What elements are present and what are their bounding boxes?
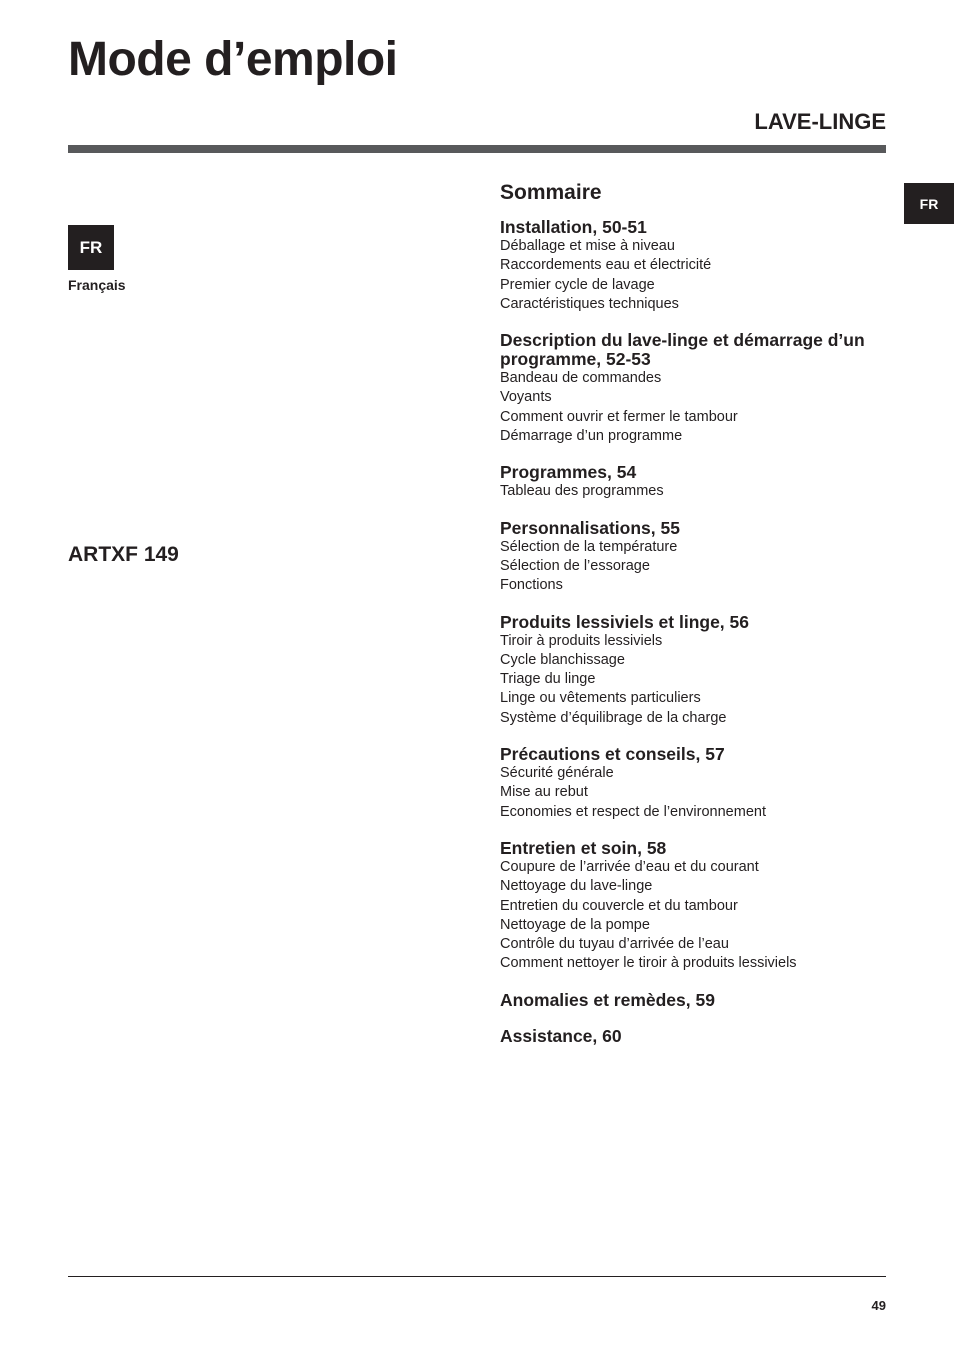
toc-section [500,519,890,596]
toc-section-heading: Précautions et conseils, 57 [500,744,725,765]
toc-item: Tiroir à produits lessiviels [500,632,663,649]
toc-section [500,463,890,501]
toc-section [500,1027,890,1046]
page-number: 49 [871,1298,886,1313]
language-side-tab: FR [904,183,954,224]
toc-item: Sécurité générale [500,765,614,782]
toc-section-heading: Assistance, 60 [500,1025,622,1046]
header-divider [68,145,886,153]
toc-section-heading: Programmes, 54 [500,462,637,483]
toc-item: Voyants [500,389,552,406]
toc-section [500,331,890,446]
toc-section-heading: Anomalies et remèdes, 59 [500,989,715,1010]
toc-item: Système d’équilibrage de la charge [500,709,727,726]
toc-item: Cycle blanchissage [500,651,625,668]
toc-item: Caractéristiques techniques [500,295,679,312]
toc-sections [500,218,890,1046]
toc-section [500,745,890,822]
toc-section [500,218,890,314]
toc-item: Contrôle du tuyau d’arrivée de l’eau [500,936,729,953]
toc-item: Sélection de l’essorage [500,557,650,574]
toc-item: Economies et respect de l’environnement [500,803,766,820]
toc-item: Premier cycle de lavage [500,276,655,293]
table-of-contents [500,180,890,1063]
toc-item: Fonctions [500,577,563,594]
toc-section-heading: Personnalisations, 55 [500,517,680,538]
toc-section [500,839,890,974]
toc-section-heading: Produits lessiviels et linge, 56 [500,611,749,632]
toc-item: Nettoyage du lave-linge [500,878,653,895]
toc-item: Déballage et mise à niveau [500,238,675,254]
toc-item: Triage du linge [500,671,596,688]
toc-section [500,613,890,728]
toc-item: Nettoyage de la pompe [500,916,650,933]
toc-item: Comment nettoyer le tiroir à produits lessiviels [500,955,797,972]
page-title: Mode d’emploi [68,33,398,86]
product-type: LAVE-LINGE [754,109,886,134]
toc-item: Mise au rebut [500,784,588,801]
toc-item: Raccordements eau et électricité [500,257,712,274]
toc-item: Démarrage d’un programme [500,428,683,445]
toc-title: Sommaire [500,181,602,204]
model-number: ARTXF 149 [68,543,179,566]
toc-item: Entretien du couvercle et du tambour [500,897,738,914]
language-name: Français [68,277,126,293]
toc-section-heading: Installation, 50-51 [500,217,647,237]
toc-item: Linge ou vêtements particuliers [500,690,701,707]
footer-divider [68,1276,886,1277]
toc-section-heading: Entretien et soin, 58 [500,837,667,858]
language-badge: FR [68,225,114,270]
toc-item: Comment ouvrir et fermer le tambour [500,408,738,425]
toc-item: Bandeau de commandes [500,370,662,387]
toc-section-heading: Description du lave-linge et démarrage d’un programme, 52-53 [500,330,865,370]
toc-item: Sélection de la température [500,538,678,555]
toc-item: Coupure de l’arrivée d’eau et du courant [500,858,759,875]
toc-section [500,991,890,1010]
toc-item: Tableau des programmes [500,483,664,500]
